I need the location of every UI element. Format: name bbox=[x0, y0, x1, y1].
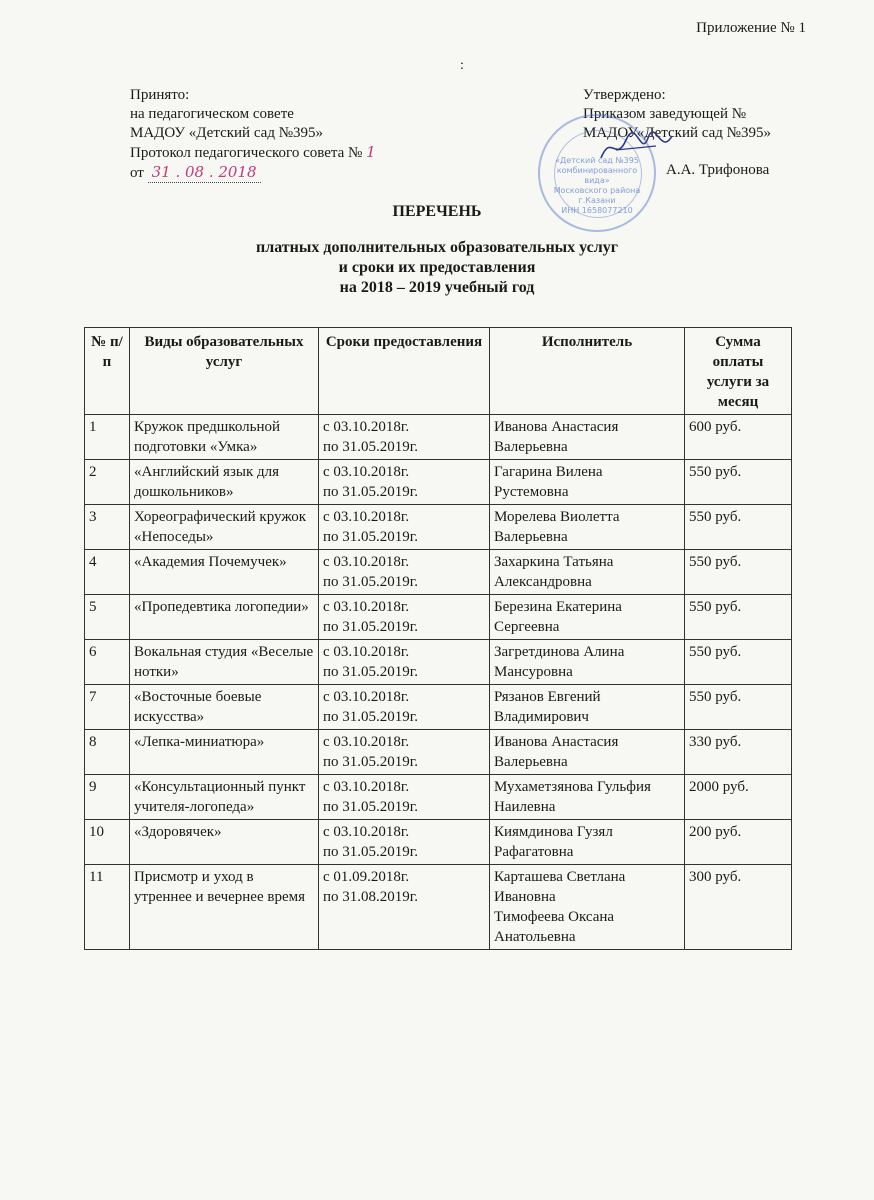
period-from: с 03.10.2018г. bbox=[323, 464, 410, 480]
row-service: Кружок предшкольной подготовки «Умка» bbox=[130, 415, 319, 460]
accepted-line1: на педагогическом совете bbox=[130, 106, 294, 122]
period-from: с 03.10.2018г. bbox=[323, 644, 410, 660]
table-row bbox=[85, 820, 792, 865]
stamp-line6: ИНН 1658077210 bbox=[561, 206, 633, 215]
row-num: 1 bbox=[85, 415, 130, 460]
period-from: с 03.10.2018г. bbox=[323, 734, 410, 750]
period-to: по 31.05.2019г. bbox=[323, 439, 418, 455]
period-from: с 01.09.2018г. bbox=[323, 869, 410, 885]
accepted-block bbox=[130, 86, 376, 183]
period-from: с 03.10.2018г. bbox=[323, 419, 410, 435]
accepted-line2: МАДОУ «Детский сад №395» bbox=[130, 125, 324, 141]
row-performer: Иванова Анастасия Валерьевна bbox=[490, 730, 685, 775]
row-fee: 550 руб. bbox=[685, 685, 792, 730]
row-period bbox=[319, 730, 490, 775]
row-period bbox=[319, 415, 490, 460]
row-num: 9 bbox=[85, 775, 130, 820]
row-service: «Пропедевтика логопедии» bbox=[130, 595, 319, 640]
stamp-line4: Московского района bbox=[553, 186, 641, 195]
performer-1: Карташева Светлана Ивановна bbox=[494, 869, 626, 905]
date-label: от bbox=[130, 165, 144, 181]
row-num: 2 bbox=[85, 460, 130, 505]
document-title: ПЕРЕЧЕНЬ bbox=[392, 203, 482, 220]
row-service: «Академия Почемучек» bbox=[130, 550, 319, 595]
row-num: 5 bbox=[85, 595, 130, 640]
stray-colon: : bbox=[460, 58, 464, 73]
row-performer: Мухаметзянова Гульфия Наилевна bbox=[490, 775, 685, 820]
subtitle-line1: платных дополнительных образовательных услуг bbox=[256, 239, 618, 256]
header-service: Виды образовательных услуг bbox=[130, 328, 319, 415]
row-performer: Рязанов Евгений Владимирович bbox=[490, 685, 685, 730]
services-table bbox=[84, 327, 792, 950]
row-fee: 300 руб. bbox=[685, 865, 792, 950]
row-fee: 2000 руб. bbox=[685, 775, 792, 820]
approved-label: Утверждено: bbox=[583, 87, 666, 103]
row-service: «Консультационный пункт учителя-логопеда» bbox=[130, 775, 319, 820]
period-from: с 03.10.2018г. bbox=[323, 824, 410, 840]
table-row bbox=[85, 415, 792, 460]
table-row bbox=[85, 730, 792, 775]
row-num: 7 bbox=[85, 685, 130, 730]
row-service: Хореографический кружок «Непоседы» bbox=[130, 505, 319, 550]
period-to: по 31.05.2019г. bbox=[323, 754, 418, 770]
period-to: по 31.05.2019г. bbox=[323, 574, 418, 590]
header-period: Сроки предоставления bbox=[319, 328, 490, 415]
row-num: 6 bbox=[85, 640, 130, 685]
row-fee: 550 руб. bbox=[685, 550, 792, 595]
stamp-line3: вида» bbox=[584, 176, 610, 185]
row-service: «Восточные боевые искусства» bbox=[130, 685, 319, 730]
protocol-label: Протокол педагогического совета № bbox=[130, 145, 363, 161]
signature bbox=[596, 128, 676, 168]
row-fee: 200 руб. bbox=[685, 820, 792, 865]
period-to: по 31.05.2019г. bbox=[323, 844, 418, 860]
period-from: с 03.10.2018г. bbox=[323, 554, 410, 570]
row-performer: Киямдинова Гузял Рафагатовна bbox=[490, 820, 685, 865]
row-performer: Березина Екатерина Сергеевна bbox=[490, 595, 685, 640]
row-performer bbox=[490, 865, 685, 950]
table-row bbox=[85, 505, 792, 550]
stamp-line2: комбинированного bbox=[556, 166, 638, 175]
table-row bbox=[85, 595, 792, 640]
table-header-row bbox=[85, 328, 792, 415]
approved-line2: МАДОУ«Детский сад №395» bbox=[583, 125, 771, 141]
table-row bbox=[85, 775, 792, 820]
header-performer: Исполнитель bbox=[490, 328, 685, 415]
director-name: А.А. Трифонова bbox=[666, 162, 770, 178]
period-to: по 31.08.2019г. bbox=[323, 889, 418, 905]
row-num: 3 bbox=[85, 505, 130, 550]
period-from: с 03.10.2018г. bbox=[323, 779, 410, 795]
accepted-label: Принято: bbox=[130, 87, 190, 103]
row-performer: Гагарина Вилена Рустемовна bbox=[490, 460, 685, 505]
table-row bbox=[85, 865, 792, 950]
row-performer: Морелева Виолетта Валерьевна bbox=[490, 505, 685, 550]
row-service: «Лепка-миниатюра» bbox=[130, 730, 319, 775]
row-performer: Загретдинова Алина Мансуровна bbox=[490, 640, 685, 685]
row-period bbox=[319, 505, 490, 550]
row-fee: 600 руб. bbox=[685, 415, 792, 460]
row-num: 11 bbox=[85, 865, 130, 950]
row-fee: 550 руб. bbox=[685, 505, 792, 550]
stamp-line5: г.Казани bbox=[578, 196, 616, 205]
period-from: с 03.10.2018г. bbox=[323, 689, 410, 705]
subtitle-line3: на 2018 – 2019 учебный год bbox=[339, 279, 535, 296]
period-from: с 03.10.2018г. bbox=[323, 599, 410, 615]
row-period bbox=[319, 640, 490, 685]
table-row bbox=[85, 640, 792, 685]
row-service: Вокальная студия «Веселые нотки» bbox=[130, 640, 319, 685]
period-to: по 31.05.2019г. bbox=[323, 529, 418, 545]
table-row bbox=[85, 685, 792, 730]
row-num: 10 bbox=[85, 820, 130, 865]
row-fee: 330 руб. bbox=[685, 730, 792, 775]
row-service: Присмотр и уход в утреннее и вечернее время bbox=[130, 865, 319, 950]
row-period bbox=[319, 460, 490, 505]
subtitle-line2: и сроки их предоставления bbox=[338, 259, 536, 276]
header-num: № п/п bbox=[85, 328, 130, 415]
row-num: 4 bbox=[85, 550, 130, 595]
protocol-line bbox=[130, 143, 376, 163]
table-row bbox=[85, 550, 792, 595]
protocol-number: 1 bbox=[366, 143, 376, 161]
period-to: по 31.05.2019г. bbox=[323, 799, 418, 815]
row-performer: Захаркина Татьяна Александровна bbox=[490, 550, 685, 595]
period-to: по 31.05.2019г. bbox=[323, 709, 418, 725]
row-num: 8 bbox=[85, 730, 130, 775]
row-service: «Английский язык для дошкольников» bbox=[130, 460, 319, 505]
protocol-date: 31 . 08 . 2018 bbox=[148, 163, 261, 183]
table-row bbox=[85, 460, 792, 505]
date-line bbox=[130, 163, 376, 183]
appendix-label: Приложение № 1 bbox=[696, 20, 806, 36]
period-from: с 03.10.2018г. bbox=[323, 509, 410, 525]
period-to: по 31.05.2019г. bbox=[323, 484, 418, 500]
period-to: по 31.05.2019г. bbox=[323, 619, 418, 635]
row-fee: 550 руб. bbox=[685, 640, 792, 685]
approved-line1: Приказом заведующей № bbox=[583, 106, 747, 122]
row-fee: 550 руб. bbox=[685, 460, 792, 505]
row-period bbox=[319, 685, 490, 730]
row-fee: 550 руб. bbox=[685, 595, 792, 640]
header-fee: Сумма оплаты услуги за месяц bbox=[685, 328, 792, 415]
stamp-line1: «Детский сад №395 bbox=[555, 156, 639, 165]
row-period bbox=[319, 775, 490, 820]
row-period bbox=[319, 820, 490, 865]
row-period bbox=[319, 595, 490, 640]
performer-2: Тимофеева Оксана Анатольевна bbox=[494, 909, 615, 945]
row-performer: Иванова Анастасия Валерьевна bbox=[490, 415, 685, 460]
document-subtitle bbox=[0, 238, 874, 298]
period-to: по 31.05.2019г. bbox=[323, 664, 418, 680]
row-service: «Здоровячек» bbox=[130, 820, 319, 865]
row-period bbox=[319, 865, 490, 950]
row-period bbox=[319, 550, 490, 595]
